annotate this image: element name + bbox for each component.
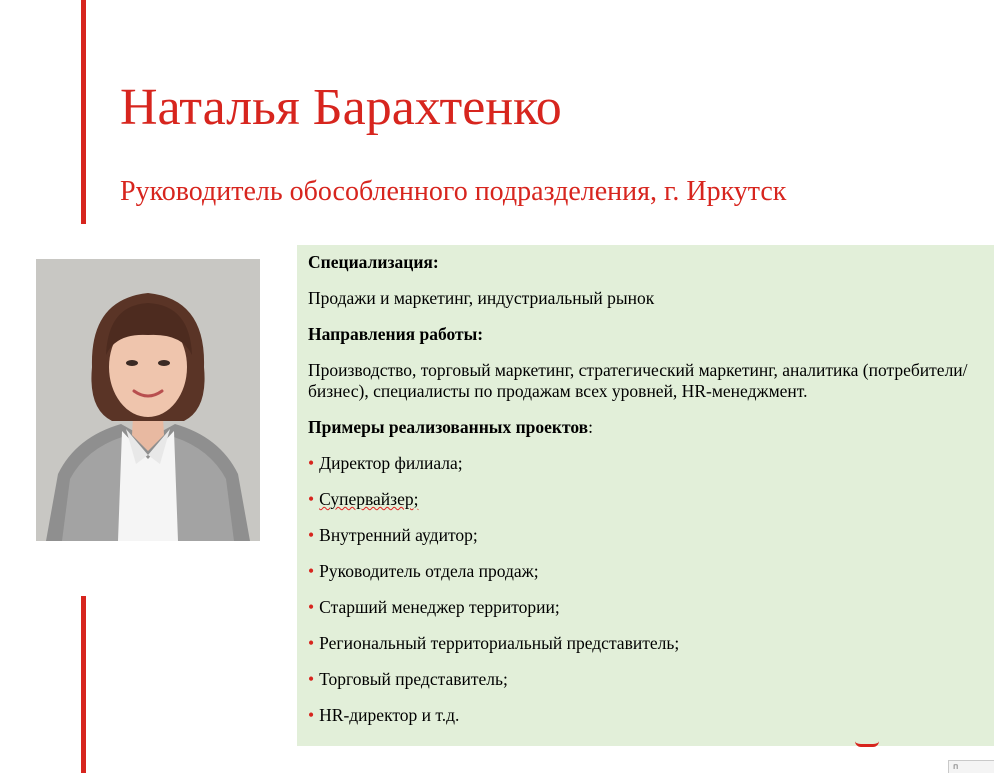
bullet-icon: • bbox=[308, 561, 315, 581]
bullet-icon: • bbox=[308, 669, 315, 689]
list-item: • Руководитель отдела продаж; bbox=[308, 561, 539, 581]
person-portrait-icon bbox=[36, 259, 260, 541]
specialization-heading: Специализация: bbox=[308, 252, 439, 272]
list-item: • Внутренний аудитор; bbox=[308, 525, 478, 545]
projects-list bbox=[308, 453, 982, 726]
bullet-icon: • bbox=[308, 597, 315, 617]
specialization-text: Продажи и маркетинг, индустриальный рынок bbox=[308, 288, 655, 308]
list-item: • Торговый представитель; bbox=[308, 669, 508, 689]
accent-bar-top bbox=[81, 0, 86, 224]
list-item: • Директор филиала; bbox=[308, 453, 463, 473]
list-item: • Супервайзер; bbox=[308, 489, 419, 509]
person-position: Руководитель обособленного подразделения, г. Иркутск bbox=[120, 176, 787, 207]
directions-text: Производство, торговый маркетинг, стратегический маркетинг, аналитика (потребители/бизнес), специалисты по продажам всех уровней, HR-менеджмент. bbox=[308, 360, 968, 401]
decorative-arc bbox=[855, 741, 879, 747]
list-item: • Старший менеджер территории; bbox=[308, 597, 560, 617]
bullet-icon: • bbox=[308, 453, 315, 473]
directions-heading: Направления работы: bbox=[308, 324, 484, 344]
projects-heading: Примеры реализованных проектов: bbox=[308, 417, 594, 437]
bullet-icon: • bbox=[308, 705, 315, 725]
person-name: Наталья Барахтенко bbox=[120, 79, 562, 136]
person-photo bbox=[36, 259, 260, 541]
list-item: • HR-директор и т.д. bbox=[308, 705, 460, 725]
window-corner-label[interactable]: п bbox=[948, 760, 994, 773]
accent-bar-bottom bbox=[81, 596, 86, 773]
bullet-icon: • bbox=[308, 525, 315, 545]
info-panel bbox=[297, 245, 994, 746]
list-item: • Региональный территориальный представитель; bbox=[308, 633, 680, 653]
bullet-icon: • bbox=[308, 633, 315, 653]
bullet-icon: • bbox=[308, 489, 315, 509]
